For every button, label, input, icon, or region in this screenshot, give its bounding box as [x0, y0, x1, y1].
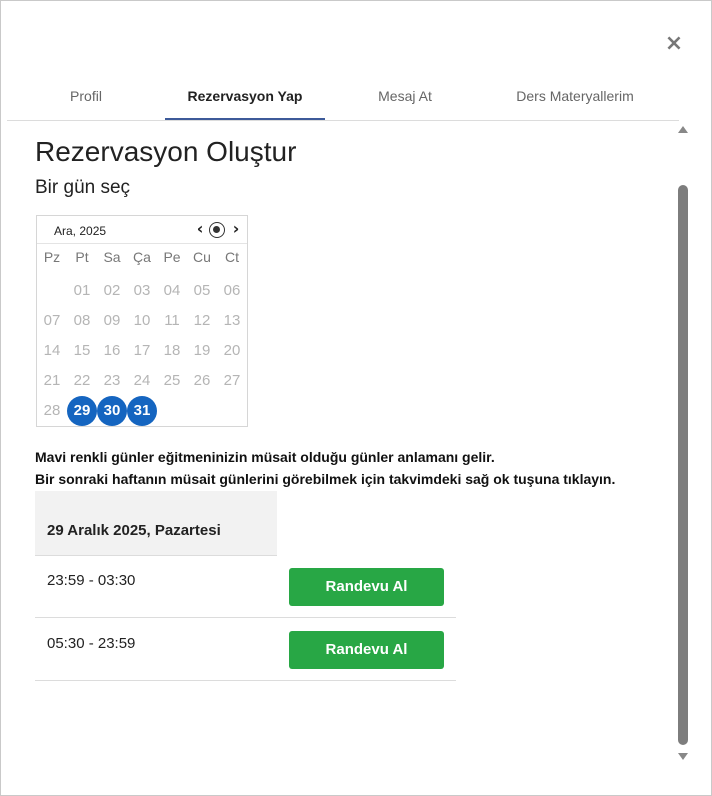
book-slot-button[interactable]: Randevu Al [289, 631, 444, 669]
calendar-day: 23 [103, 372, 121, 389]
page-subtitle: Bir gün seç [35, 177, 131, 198]
calendar-day: 14 [43, 342, 61, 359]
calendar-day: 17 [133, 342, 151, 359]
calendar-day: 11 [164, 312, 180, 329]
calendar-day: 16 [103, 342, 121, 359]
calendar-day: 04 [163, 282, 181, 299]
chevron-right-icon[interactable]: › [232, 219, 240, 238]
calendar-day-available[interactable]: 30 [97, 396, 127, 426]
calendar-day: 05 [193, 282, 211, 299]
today-icon-dot [213, 226, 220, 233]
calendar-day: 20 [223, 342, 241, 359]
calendar-month-label: Ara, 2025 [54, 224, 107, 238]
tab-rezervasyon-yap[interactable]: Rezervasyon Yap [165, 77, 325, 120]
calendar-day: 24 [133, 372, 151, 389]
tab-bar [7, 77, 679, 121]
tab-mesaj-at[interactable]: Mesaj At [378, 88, 432, 104]
info-line-2: Bir sonraki haftanın müsait günlerini görebilmek için takvimdeki sağ ok tuşuna tıklayın. [35, 471, 616, 487]
calendar-day: 01 [73, 282, 91, 299]
page-title: Rezervasyon Oluştur [35, 136, 297, 167]
calendar-day: 28 [43, 402, 61, 419]
weekday-label: Ct [225, 249, 239, 265]
weekday-label: Pt [75, 249, 89, 265]
calendar-day-grid [37, 276, 247, 426]
scroll-down-icon[interactable] [678, 753, 688, 760]
slot-row [35, 619, 456, 681]
reservation-content [35, 121, 665, 761]
calendar-day: 02 [103, 282, 121, 299]
weekday-label: Pe [163, 249, 181, 265]
calendar-day: 19 [193, 342, 211, 359]
calendar-day-available[interactable]: 29 [67, 396, 97, 426]
calendar-day: 25 [163, 372, 181, 389]
info-line-1: Mavi renkli günler eğitmeninizin müsait olduğu günler anlamanı gelir. [35, 449, 495, 465]
close-icon[interactable]: × [664, 31, 684, 56]
tab-ders-materyallerim[interactable]: Ders Materyallerim [516, 88, 634, 104]
calendar-day: 12 [193, 312, 211, 329]
calendar-day: 26 [193, 372, 211, 389]
selected-date-header [35, 491, 277, 556]
selected-date-label: 29 Aralık 2025, Pazartesi [47, 522, 221, 539]
calendar-day: 13 [223, 312, 241, 329]
calendar-day: 22 [73, 372, 91, 389]
scroll-up-icon[interactable] [678, 126, 688, 133]
calendar [36, 215, 248, 427]
calendar-day: 07 [43, 312, 61, 329]
slot-time: 05:30 - 23:59 [47, 635, 136, 652]
calendar-day: 03 [133, 282, 151, 299]
calendar-day: 21 [43, 372, 61, 389]
scroll-thumb[interactable] [678, 185, 688, 745]
calendar-day: 09 [103, 312, 121, 329]
calendar-day: 15 [73, 342, 91, 359]
chevron-left-icon[interactable]: ‹ [196, 219, 204, 238]
calendar-day: 08 [73, 312, 91, 329]
weekday-label: Cu [193, 249, 211, 265]
weekday-label: Ça [133, 249, 151, 265]
slot-time: 23:59 - 03:30 [47, 572, 136, 589]
tab-profil[interactable]: Profil [70, 88, 102, 104]
calendar-weekdays [37, 247, 247, 269]
calendar-day: 10 [133, 312, 151, 329]
weekday-label: Sa [103, 249, 121, 265]
scrollbar[interactable] [676, 121, 690, 766]
today-icon[interactable] [209, 222, 225, 238]
calendar-day: 18 [163, 342, 181, 359]
slot-row [35, 556, 456, 618]
calendar-header [37, 216, 247, 244]
calendar-day: 27 [223, 372, 241, 389]
book-slot-button[interactable]: Randevu Al [289, 568, 444, 606]
calendar-day-available[interactable]: 31 [127, 396, 157, 426]
calendar-day: 06 [223, 282, 241, 299]
availability-info [35, 446, 615, 490]
weekday-label: Pz [43, 249, 61, 265]
